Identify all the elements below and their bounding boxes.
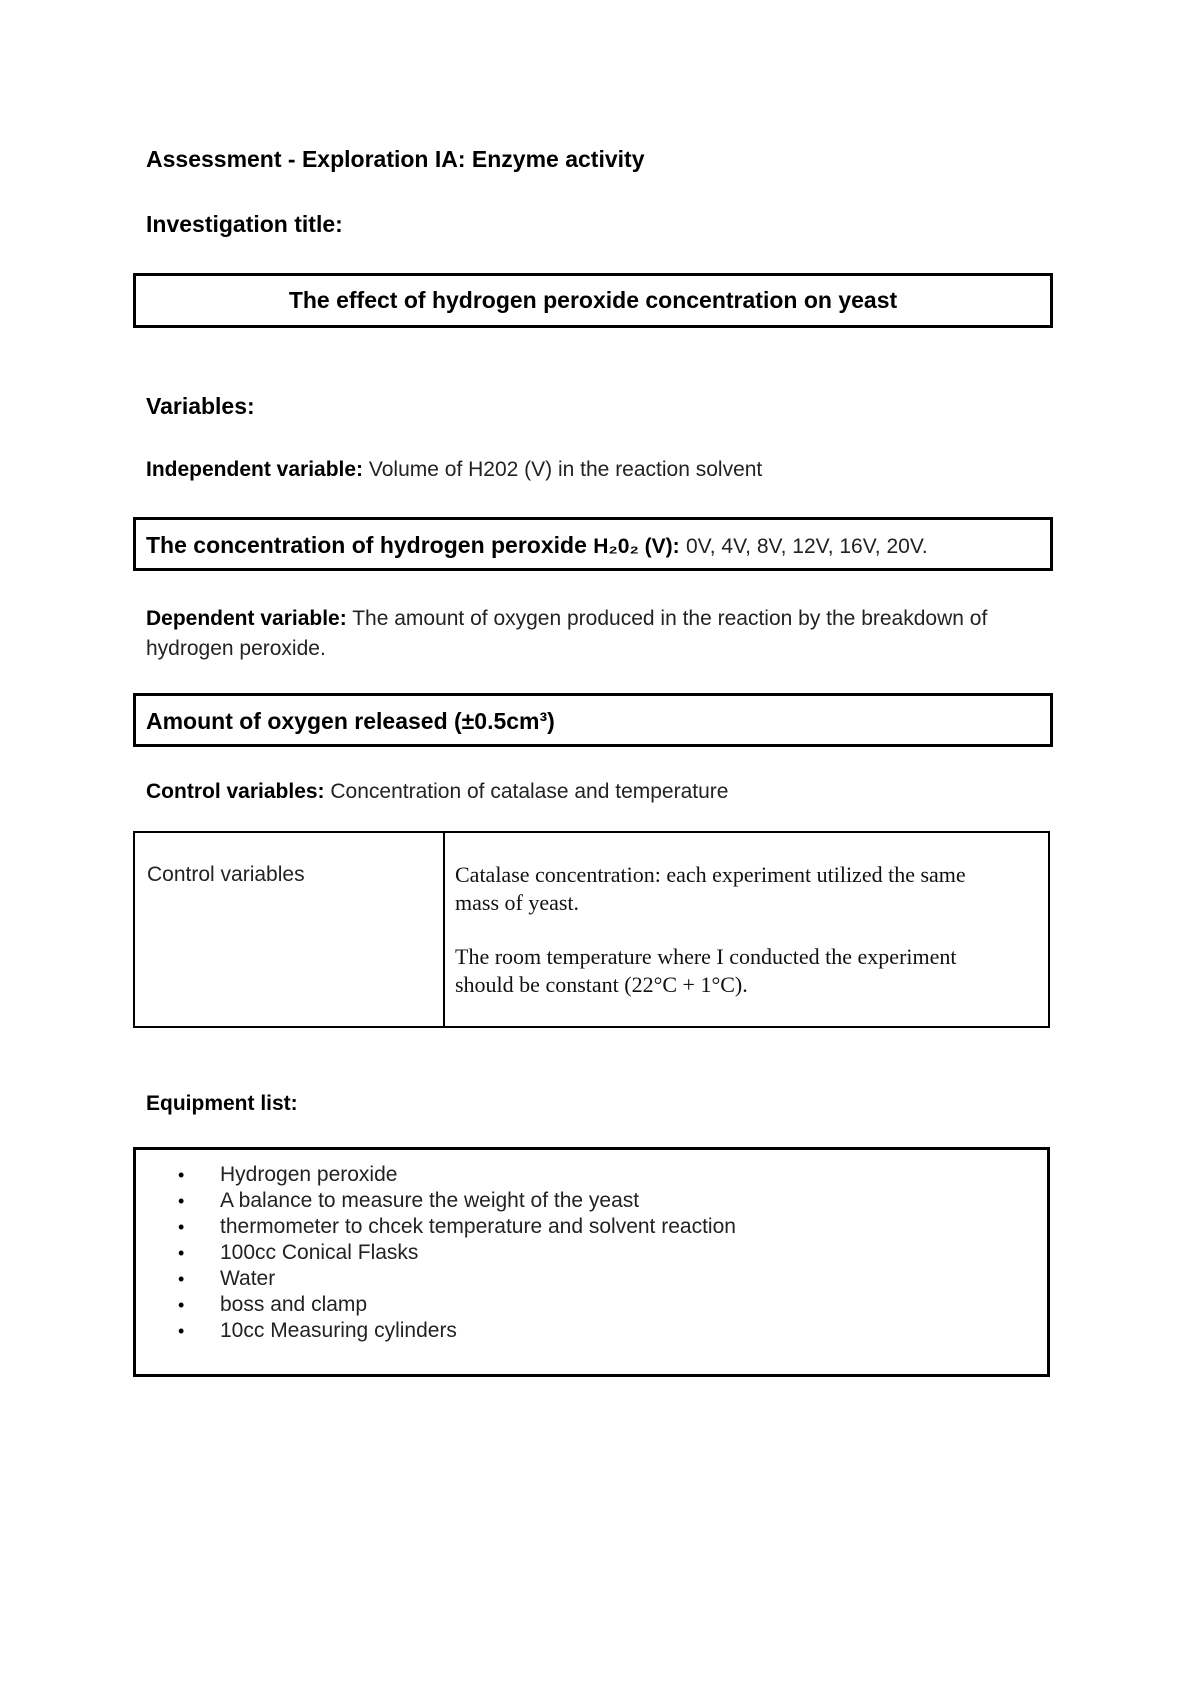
- bullet-icon: •: [178, 1165, 185, 1185]
- independent-variable-line: [146, 458, 762, 482]
- equipment-box: [133, 1147, 1050, 1377]
- dependent-variable-line-1: [146, 604, 1066, 634]
- dependent-variable-label: Dependent variable:: [146, 607, 347, 630]
- concentration-box: [133, 517, 1053, 571]
- dependent-variable-block: [146, 604, 1066, 664]
- control-variables-label: Control variables:: [146, 780, 325, 803]
- list-item: [136, 1266, 1047, 1292]
- document-title: Assessment - Exploration IA: Enzyme activity: [146, 146, 645, 172]
- list-item: [136, 1240, 1047, 1266]
- control-variables-line: [146, 780, 728, 804]
- equipment-item-text: Hydrogen peroxide: [220, 1163, 398, 1186]
- list-item: [136, 1188, 1047, 1214]
- bullet-icon: •: [178, 1269, 185, 1289]
- dependent-variable-text-1: The amount of oxygen produced in the reaction by the breakdown of: [352, 607, 988, 630]
- control-variables-text: Concentration of catalase and temperature: [330, 780, 729, 803]
- variables-heading: Variables:: [146, 393, 255, 419]
- concentration-values: 0V, 4V, 8V, 12V, 16V, 20V.: [685, 535, 928, 558]
- equipment-heading: Equipment list:: [146, 1092, 298, 1115]
- table-divider: [443, 833, 445, 1026]
- list-item: [136, 1214, 1047, 1240]
- concentration-line: [146, 532, 928, 559]
- list-item: [136, 1292, 1047, 1318]
- equipment-item-text: thermometer to chcek temperature and solvent reaction: [220, 1215, 736, 1238]
- equipment-item-text: boss and clamp: [220, 1293, 368, 1316]
- control-table-left-cell: Control variables: [147, 863, 305, 886]
- oxygen-released-text: Amount of oxygen released (±0.5cm³): [146, 708, 555, 734]
- bullet-icon: •: [178, 1243, 185, 1263]
- concentration-formula: H₂0₂ (V):: [593, 535, 680, 558]
- control-variables-table: [133, 831, 1050, 1028]
- bullet-icon: •: [178, 1295, 185, 1315]
- equipment-item-text: Water: [220, 1267, 276, 1290]
- equipment-list: [136, 1162, 1047, 1344]
- equipment-item-text: 100cc Conical Flasks: [220, 1241, 419, 1264]
- temperature-line-2: should be constant (22°C + 1°C).: [455, 972, 748, 997]
- bullet-icon: •: [178, 1191, 185, 1211]
- list-item: [136, 1318, 1047, 1344]
- equipment-item-text: A balance to measure the weight of the yeast: [220, 1189, 640, 1212]
- independent-variable-text: Volume of H202 (V) in the reaction solvent: [368, 458, 763, 481]
- investigation-title-label: Investigation title:: [146, 211, 343, 237]
- dependent-variable-text-2: hydrogen peroxide.: [146, 637, 326, 660]
- investigation-title-box: [133, 273, 1053, 328]
- independent-variable-label: Independent variable:: [146, 458, 364, 481]
- catalase-line-2: mass of yeast.: [455, 890, 580, 915]
- catalase-line-1: Catalase concentration: each experiment utilized the same: [455, 862, 966, 887]
- control-table-right-cell: [455, 861, 1035, 999]
- bullet-icon: •: [178, 1217, 185, 1237]
- concentration-label: The concentration of hydrogen peroxide: [146, 532, 587, 558]
- equipment-item-text: 10cc Measuring cylinders: [220, 1319, 457, 1342]
- oxygen-released-box: [133, 693, 1053, 747]
- investigation-title: The effect of hydrogen peroxide concentration on yeast: [288, 287, 898, 313]
- bullet-icon: •: [178, 1321, 185, 1341]
- temperature-line-1: The room temperature where I conducted the experiment: [455, 944, 957, 969]
- list-item: [136, 1162, 1047, 1188]
